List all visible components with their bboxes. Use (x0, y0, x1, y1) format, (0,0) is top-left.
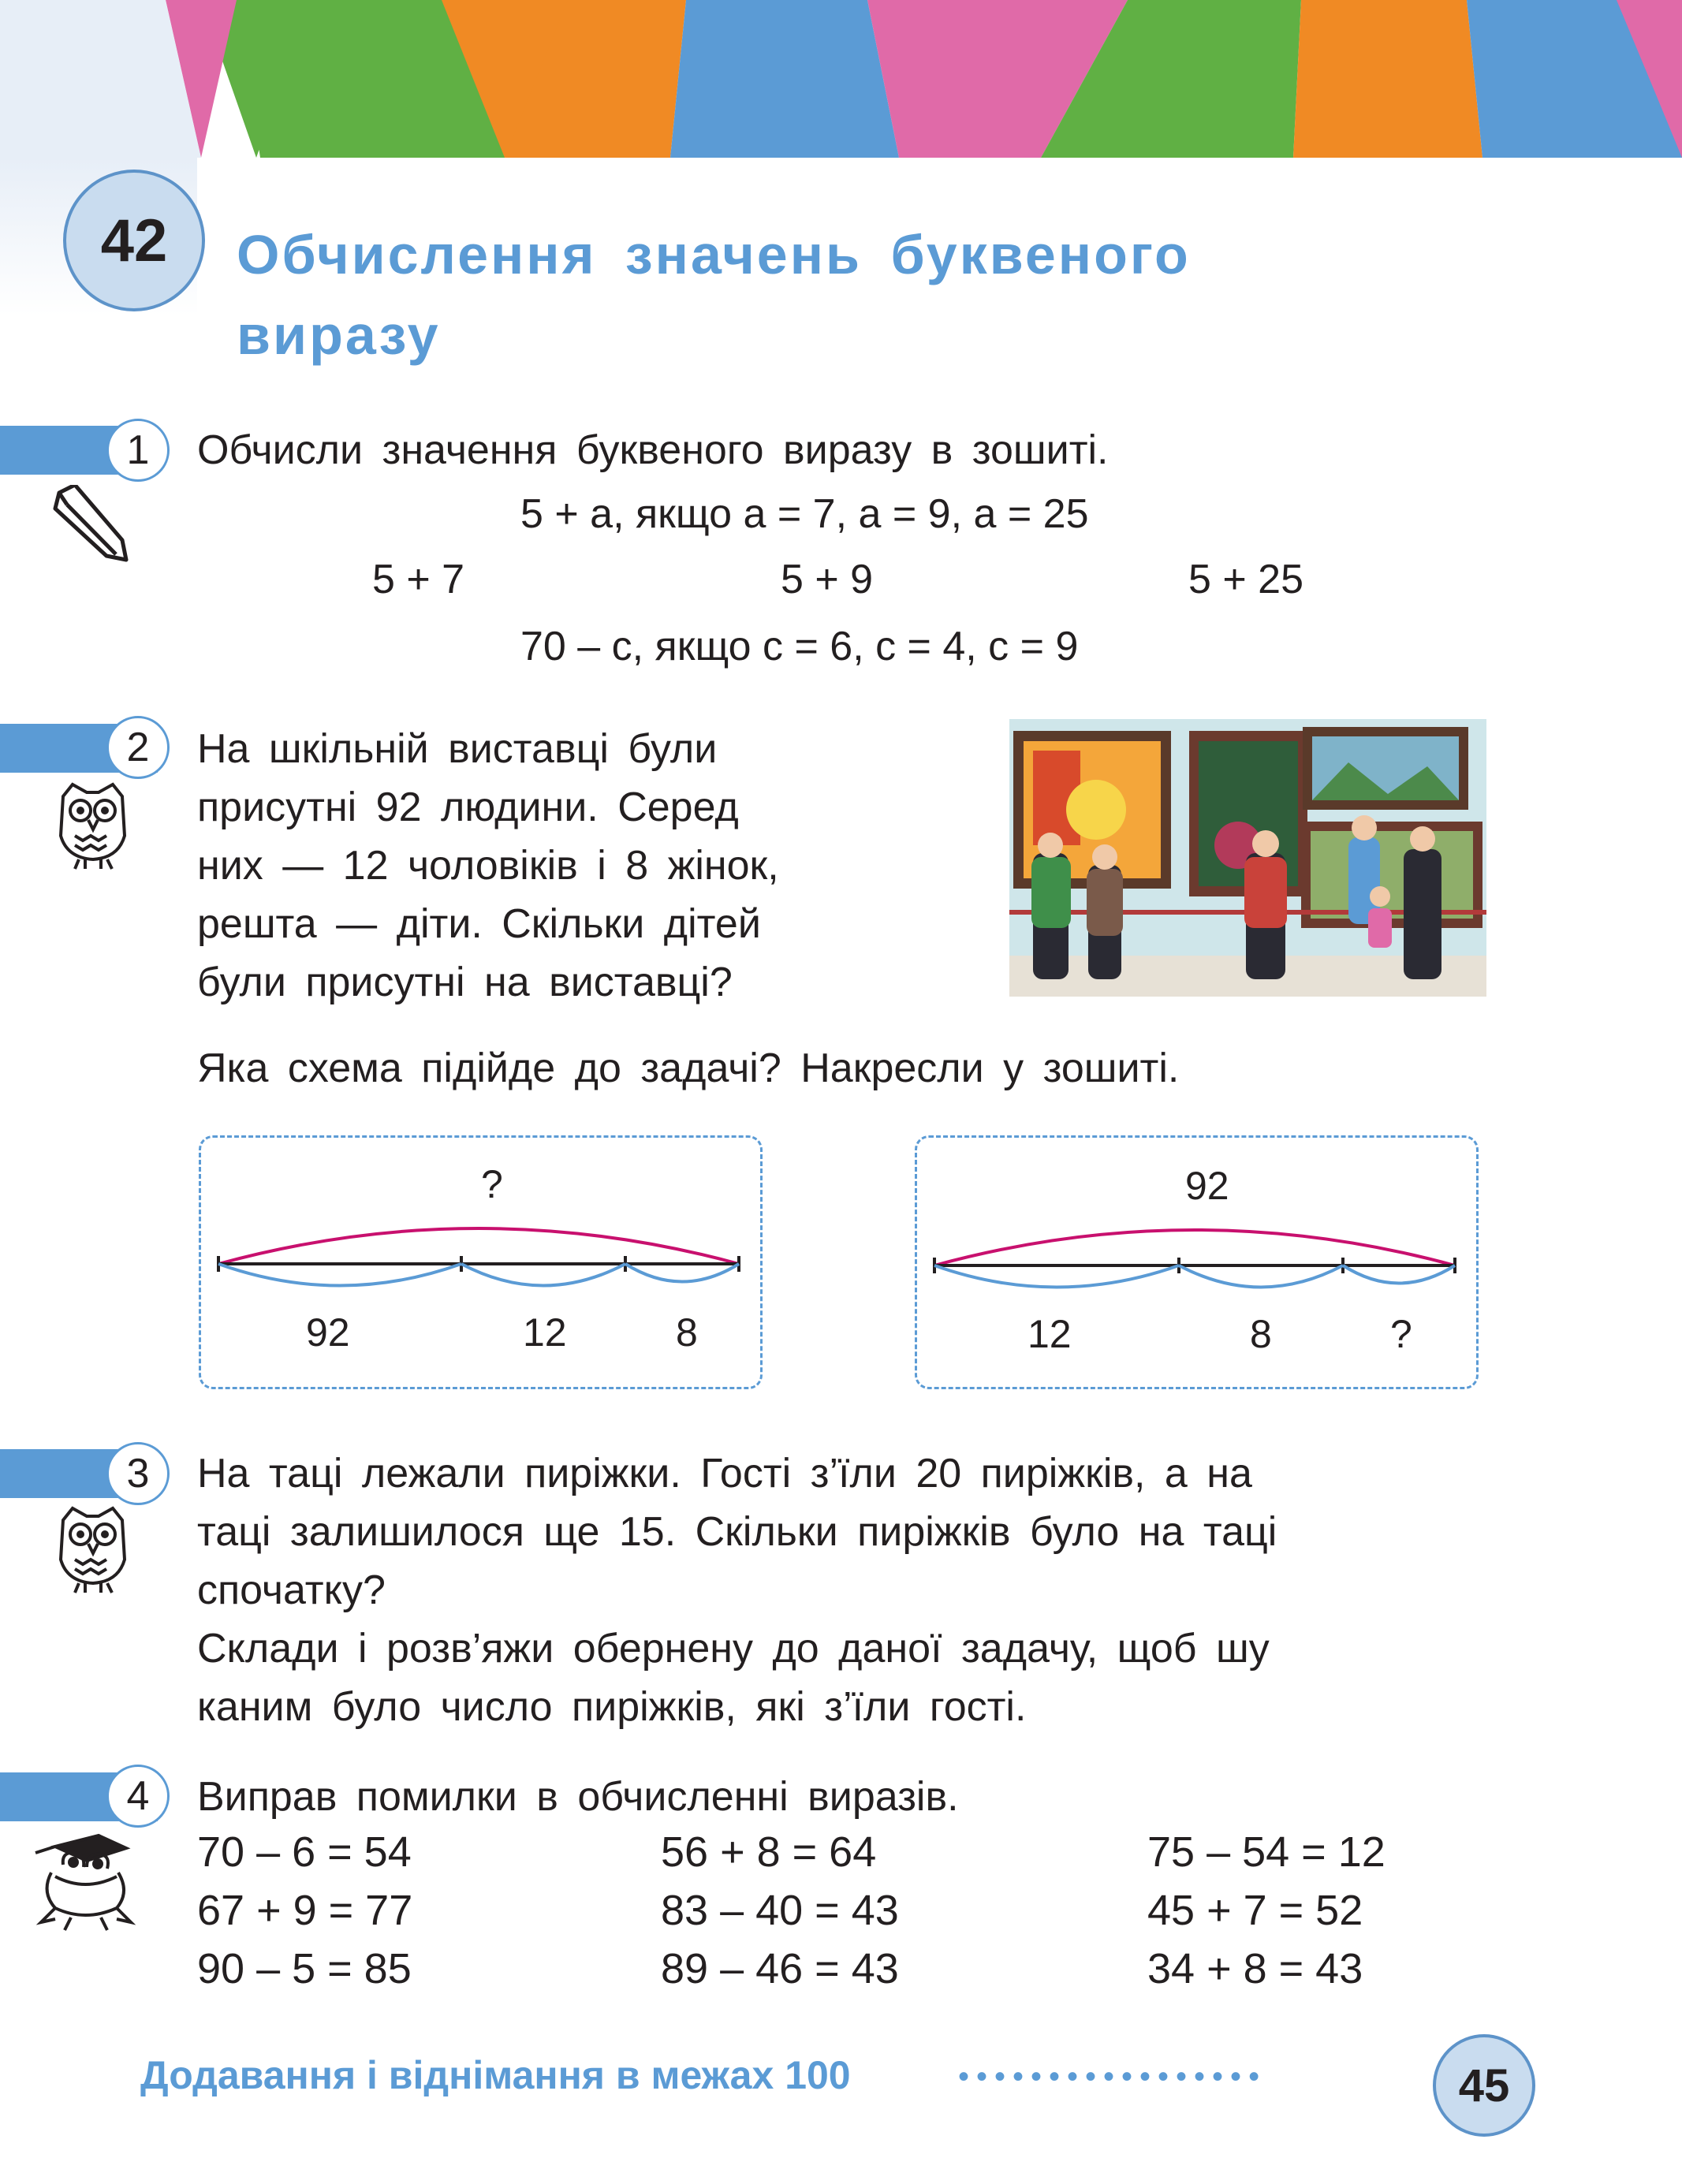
task4-expression: 90 – 5 = 85 (197, 1945, 412, 1992)
scheme-1-part-label: 92 (306, 1310, 350, 1355)
task2-line: На шкільній виставці були (197, 726, 718, 772)
task3-line: спочатку? (197, 1567, 386, 1613)
task2-question: Яка схема підійде до задачі? Накресли у зошиті. (197, 1045, 1180, 1091)
scheme-2-part-label: 8 (1250, 1312, 1272, 1356)
task4-text: Виправ помилки в обчисленні виразів. (197, 1774, 959, 1820)
lesson-title-line2: виразу (237, 304, 441, 366)
task1-number: 1 (106, 419, 170, 482)
task4-expression: 75 – 54 = 12 (1147, 1828, 1386, 1876)
lesson-title (237, 214, 1341, 375)
task4-expression: 34 + 8 = 43 (1147, 1945, 1363, 1992)
scheme-2-part-label: 12 (1027, 1312, 1072, 1356)
scheme-1-part-label: 12 (523, 1310, 567, 1355)
task3-line: таці залишилося ще 15. Скільки пиріжків було на таці (197, 1509, 1277, 1555)
owl-icon (55, 1504, 130, 1595)
task4-expression: 56 + 8 = 64 (661, 1828, 877, 1876)
task4-expression: 45 + 7 = 52 (1147, 1887, 1363, 1934)
page-number: 45 (1433, 2034, 1535, 2137)
task4-expression: 89 – 46 = 43 (661, 1945, 899, 1992)
task4-number: 4 (106, 1765, 170, 1828)
task1-text: Обчисли значення буквеного виразу в зошиті. (197, 427, 1109, 473)
scheme-2-part-label: ? (1390, 1312, 1412, 1356)
task2-line: присутні 92 людини. Серед (197, 785, 739, 830)
pencil-icon (51, 485, 130, 564)
task1-sub-1: 5 + 7 (372, 557, 465, 602)
lesson-title-line1: Обчислення значень буквеного (237, 224, 1191, 285)
task2-line: були присутні на виставці? (197, 960, 733, 1005)
task2-line: решта — діти. Скільки дітей (197, 901, 761, 947)
task1-sub-3: 5 + 25 (1188, 557, 1304, 602)
task1-expression-1: 5 + a, якщо a = 7, a = 9, a = 25 (520, 491, 1089, 537)
task3-text (197, 1444, 1490, 1736)
task3-line: На таці лежали пиріжки. Гості з’їли 20 пиріжків, а на (197, 1451, 1252, 1496)
scheme-option-1[interactable] (199, 1135, 763, 1389)
scheme-1-part-label: 8 (676, 1310, 698, 1355)
task3-number: 3 (106, 1442, 170, 1505)
task4-expression: 70 – 6 = 54 (197, 1828, 412, 1876)
lesson-number: 42 (63, 170, 205, 311)
task2-number: 2 (106, 716, 170, 779)
task3-line: Склади і розв’яжи обернену до даної задачу, щоб шу (197, 1626, 1270, 1672)
task2-text (197, 720, 986, 1012)
scheme-2-total-label: 92 (1185, 1164, 1229, 1208)
task3-line: каним було число пиріжків, які з’їли гості. (197, 1684, 1027, 1730)
task2-line: них — 12 чоловіків і 8 жінок, (197, 843, 779, 889)
owl-icon (55, 781, 130, 871)
frog-graduate-icon (32, 1829, 138, 1936)
scheme-option-2[interactable] (915, 1135, 1479, 1389)
task1-expression-2: 70 – c, якщо c = 6, c = 4, c = 9 (520, 624, 1079, 669)
task1-sub-2: 5 + 9 (781, 557, 874, 602)
top-banner (0, 0, 1682, 158)
scheme-1-total-label: ? (481, 1162, 503, 1206)
footer-section-title: Додавання і віднімання в межах 100 (140, 2053, 851, 2097)
exhibition-illustration (1009, 719, 1486, 997)
task4-expression: 83 – 40 = 43 (661, 1887, 899, 1934)
task4-expression: 67 + 9 = 77 (197, 1887, 413, 1934)
footer-dots: ••••••••••••••••• (958, 2059, 1267, 2094)
